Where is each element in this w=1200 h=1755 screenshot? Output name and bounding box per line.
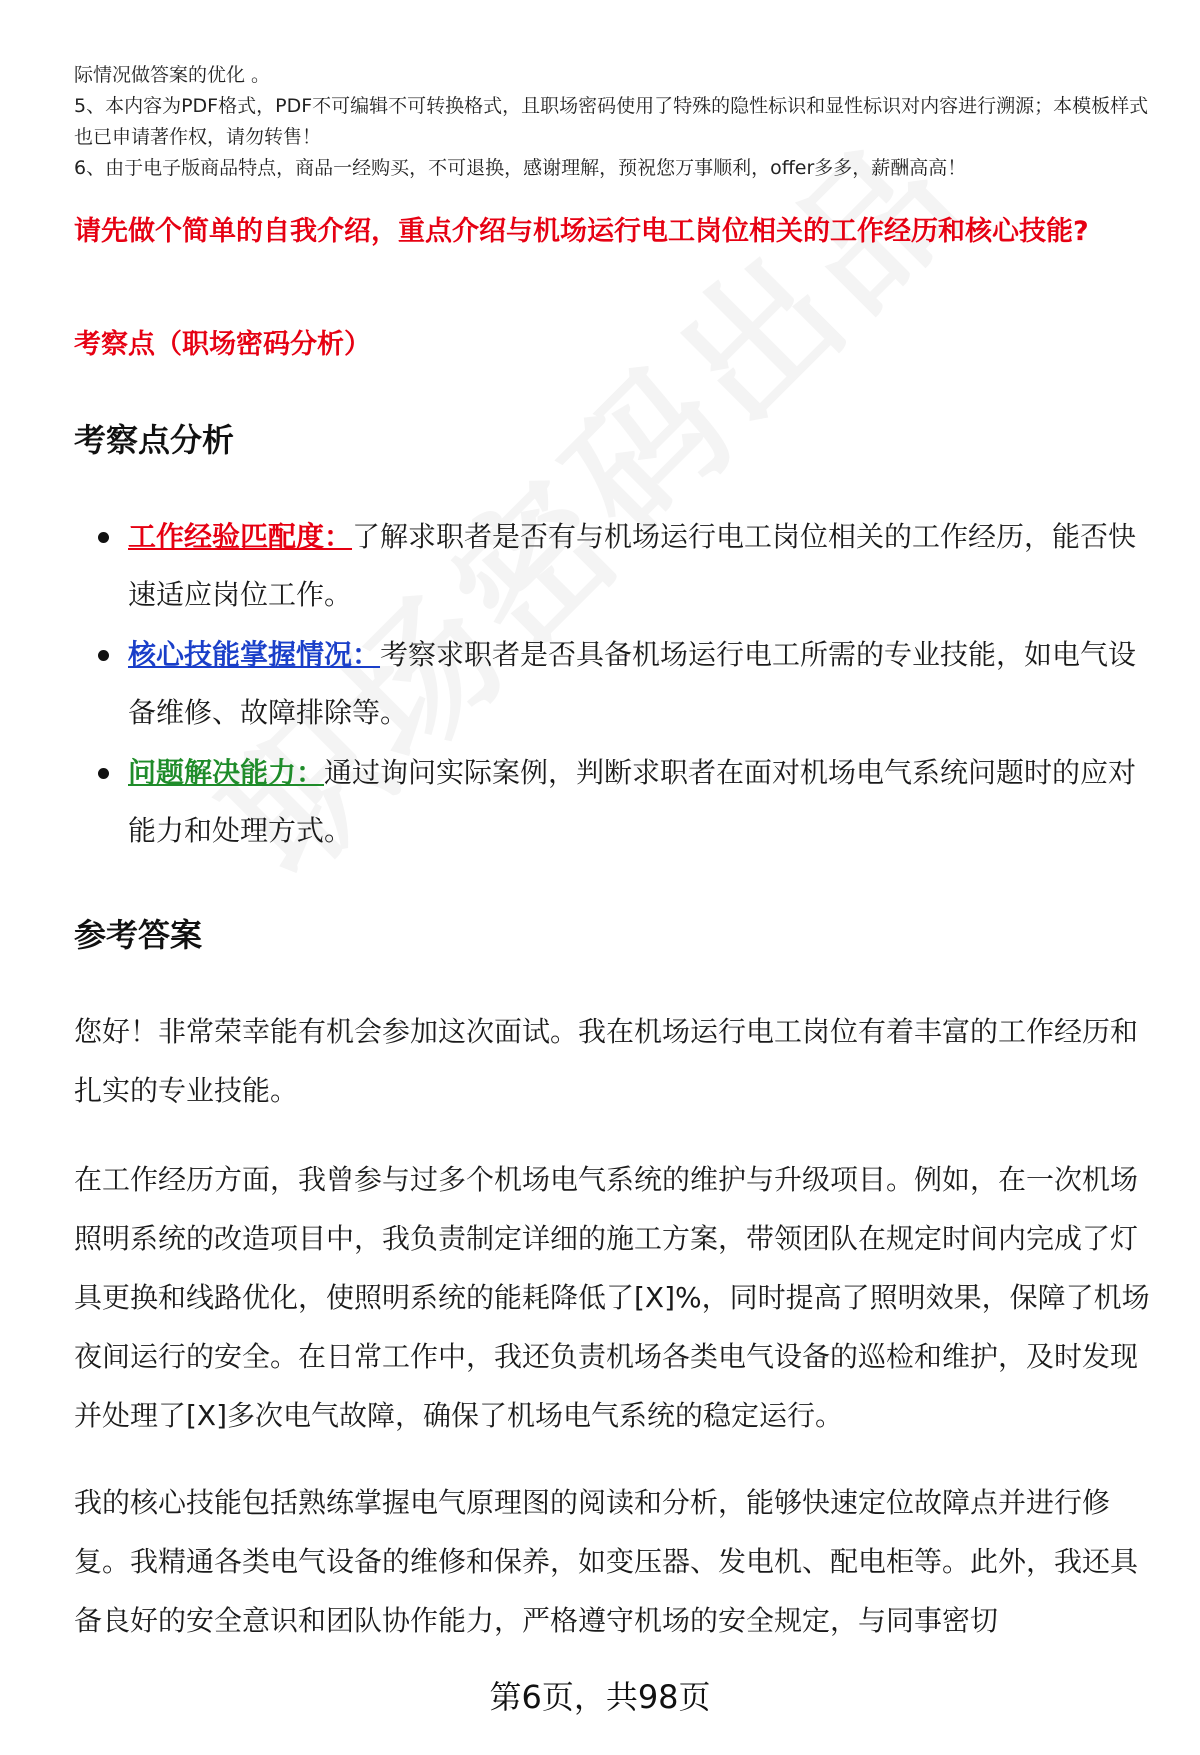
analysis-item-text: 考察求职者是否具备机场运行电工所需的专业技能，如电气设备维修、故障排除等。 — [128, 638, 1137, 729]
analysis-item — [74, 744, 1154, 860]
notes-block — [74, 60, 1164, 184]
analysis-item-text: 通过询问实际案例，判断求职者在面对机场电气系统问题时的应对能力和处理方式。 — [128, 756, 1137, 847]
analysis-heading: 考察点分析 — [74, 421, 235, 459]
answer-paragraph: 您好！非常荣幸能有机会参加这次面试。我在机场运行电工岗位有着丰富的工作经历和扎实的专业技能。 — [74, 1015, 1139, 1107]
analysis-item-key: 工作经验匹配度： — [128, 520, 353, 553]
bullet-icon — [98, 768, 109, 779]
answer-heading: 参考答案 — [74, 916, 203, 954]
note-line: 5、本内容为PDF格式，PDF不可编辑不可转换格式，且职场密码使用了特殊的隐性标识和显性标识对内容进行溯源；本模板样式也已申请著作权，请勿转售！ — [74, 95, 1149, 148]
analysis-item — [74, 626, 1154, 742]
analysis-list — [74, 508, 1154, 862]
answer-paragraph: 在工作经历方面，我曾参与过多个机场电气系统的维护与升级项目。例如，在一次机场照明系统的改造项目中，我负责制定详细的施工方案，带领团队在规定时间内完成了灯具更换和线路优化，使照明系统的能耗降低了[X]%，同时提高了照明效果，保障了机场夜间运行的安全。在日常工作中，我还负责机场各类电气设备的巡检和维护，及时发现并处理了[X]多次电气故障，确保了机场电气系统的稳定运行。 — [74, 1163, 1150, 1432]
analysis-item-text: 了解求职者是否有与机场运行电工岗位相关的工作经历，能否快速适应岗位工作。 — [128, 520, 1137, 611]
assessment-point-title: 考察点（职场密码分析） — [74, 329, 371, 360]
note-line: 6、由于电子版商品特点，商品一经购买，不可退换，感谢理解，预祝您万事顺利，offer多多，薪酬高高！ — [74, 157, 967, 179]
analysis-item — [74, 508, 1154, 624]
interview-question: 请先做个简单的自我介绍，重点介绍与机场运行电工岗位相关的工作经历和核心技能? — [74, 216, 1089, 247]
bullet-icon — [98, 532, 109, 543]
page-number: 第6页，共98页 — [489, 1678, 711, 1716]
answer-paragraph: 我的核心技能包括熟练掌握电气原理图的阅读和分析，能够快速定位故障点并进行修复。我精通各类电气设备的维修和保养，如变压器、发电机、配电柜等。此外，我还具备良好的安全意识和团队协作能力，严格遵守机场的安全规定，与同事密切 — [74, 1486, 1139, 1637]
note-line: 际情况做答案的优化 。 — [74, 64, 271, 86]
analysis-item-key: 核心技能掌握情况： — [128, 638, 381, 671]
analysis-item-key: 问题解决能力： — [128, 756, 325, 789]
bullet-icon — [98, 650, 109, 661]
